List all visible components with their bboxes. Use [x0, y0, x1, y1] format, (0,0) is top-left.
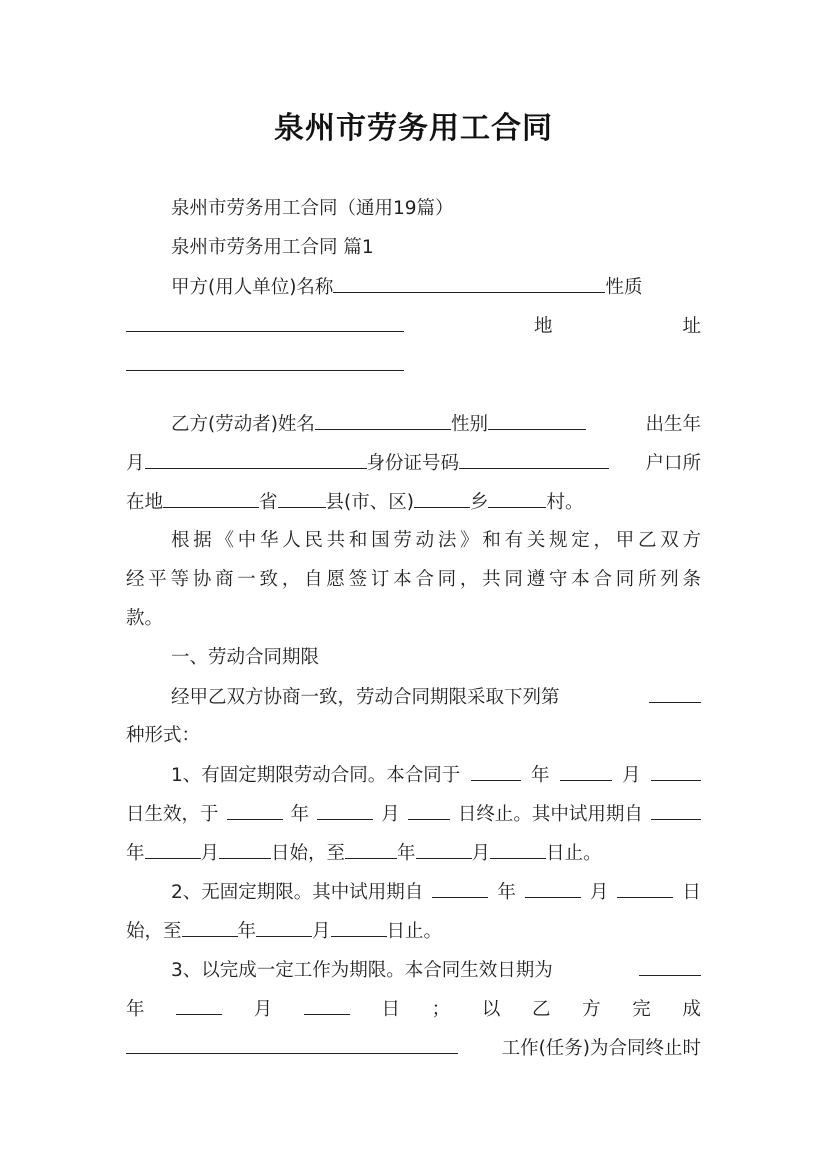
blank[interactable] [256, 918, 312, 937]
party-b-birth-blank[interactable] [145, 450, 367, 469]
blank[interactable] [182, 918, 238, 937]
township-label: 乡 [469, 492, 489, 513]
month-label: 月 [312, 921, 331, 942]
party-b-gender-label: 性别 [450, 414, 488, 435]
blank[interactable] [525, 879, 581, 898]
char: 乙 [531, 999, 551, 1020]
township-blank[interactable] [414, 489, 470, 508]
blank[interactable] [345, 840, 397, 859]
province-blank[interactable] [163, 489, 259, 508]
item-3-line-2 [126, 996, 701, 1035]
heading-part-1: 泉州市劳务用工合同 篇1 [171, 237, 374, 258]
item-1-lead: 1、有固定期限劳动合同。本合同于 [171, 765, 461, 786]
party-b-id-label: 身份证号码 [366, 453, 460, 474]
blank[interactable] [651, 762, 701, 781]
basis-line-1: 根据《中华人民共和国劳动法》和有关规定，甲乙双方 [171, 530, 701, 551]
blank[interactable] [617, 879, 673, 898]
item-2-line-1 [126, 879, 701, 918]
item-2-lead: 2、无固定期限。其中试用期自 [171, 882, 424, 903]
basis-line-2: 经平等协商一致，自愿签订本合同，共同遵守本合同所列条 [126, 569, 701, 590]
blank[interactable] [304, 996, 350, 1015]
blank[interactable] [490, 840, 546, 859]
spacer [126, 391, 701, 411]
year-label: 年 [497, 882, 516, 903]
blank[interactable] [560, 762, 612, 781]
task-blank[interactable] [126, 1035, 458, 1054]
semicolon: ； [431, 999, 451, 1020]
party-a-name-line [126, 274, 701, 313]
item-1-line-3 [126, 840, 701, 879]
char: 成 [682, 999, 701, 1020]
document-body [126, 196, 701, 1074]
year-label: 年 [397, 843, 416, 864]
item-1-line-2 [126, 801, 701, 840]
year-label: 年 [126, 999, 145, 1020]
blank[interactable] [331, 918, 387, 937]
year-label: 年 [290, 804, 310, 825]
month-label: 月 [471, 843, 491, 864]
item-1-line-1 [126, 762, 701, 801]
term-intro-text: 经甲乙双方协商一致，劳动合同期限采取下列第 [171, 687, 560, 708]
party-b-hukou-label-1: 户口所 [645, 453, 701, 474]
party-a-address-blank[interactable] [126, 352, 404, 371]
year-label: 年 [126, 843, 145, 864]
blank[interactable] [317, 801, 373, 820]
blank[interactable] [219, 840, 271, 859]
year-label: 年 [530, 765, 550, 786]
party-b-name-blank[interactable] [315, 411, 451, 430]
party-b-line-2 [126, 450, 701, 489]
blank[interactable] [416, 840, 472, 859]
term-intro-line-2: 种形式： [126, 725, 201, 746]
day-label: 日 [381, 999, 401, 1020]
char: 以 [481, 999, 501, 1020]
document-title: 泉州市劳务用工合同 [274, 111, 553, 146]
month-label: 月 [200, 843, 220, 864]
party-b-gender-blank[interactable] [488, 411, 586, 430]
char: 完 [632, 999, 651, 1020]
county-label: 县(市、区) [325, 492, 414, 513]
province-label: 省 [259, 492, 278, 513]
party-b-hukou-label-2: 在地 [126, 492, 164, 513]
party-b-line-3 [126, 489, 701, 528]
party-a-address-label-1: 地 [533, 316, 553, 337]
month-label: 月 [253, 999, 273, 1020]
blank[interactable] [432, 879, 488, 898]
village-label: 村。 [546, 492, 584, 513]
item-3-tail: 工作(任务)为合同终止时 [501, 1038, 701, 1059]
section-1-title: 一、劳动合同期限 [171, 647, 320, 668]
start-label: 日始，至 [271, 843, 346, 864]
item-3-line-1 [126, 957, 701, 996]
county-blank[interactable] [278, 489, 326, 508]
heading-general: 泉州市劳务用工合同（通用19篇） [171, 198, 454, 219]
year-label: 年 [237, 921, 257, 942]
party-a-address-label-2: 址 [682, 316, 701, 337]
month-label: 月 [589, 882, 609, 903]
party-a-address-blank-line [126, 352, 701, 391]
party-a-address-line [126, 313, 701, 352]
party-a-name-blank[interactable] [333, 274, 605, 293]
village-blank[interactable] [488, 489, 546, 508]
party-b-line-1 [126, 411, 701, 450]
term-choice-blank[interactable] [649, 684, 701, 703]
basis-line-3: 款。 [126, 608, 164, 629]
blank[interactable] [227, 801, 283, 820]
month-label: 月 [622, 765, 641, 786]
start-label: 始，至 [126, 921, 182, 942]
blank[interactable] [145, 840, 201, 859]
item-3-lead: 3、以完成一定工作为期限。本合同生效日期为 [171, 960, 553, 981]
day-label: 日 [682, 882, 701, 903]
blank[interactable] [639, 957, 701, 976]
char: 方 [582, 999, 601, 1020]
stop-label: 日止。 [386, 921, 443, 942]
term-intro-line [126, 684, 701, 723]
party-a-nature-label: 性质 [605, 277, 643, 298]
blank[interactable] [408, 801, 450, 820]
end-label: 日终止。其中试用期自 [457, 804, 643, 825]
stop-label: 日止。 [546, 843, 602, 864]
party-b-name-label: 乙方(劳动者)姓名 [171, 414, 315, 435]
item-2-line-2 [126, 918, 701, 957]
party-b-id-blank[interactable] [459, 450, 609, 469]
blank[interactable] [651, 801, 701, 820]
blank[interactable] [471, 762, 521, 781]
party-a-name-label: 甲方(用人单位)名称 [171, 277, 334, 298]
party-a-nature-blank[interactable] [126, 313, 404, 332]
effective-label: 日生效，于 [126, 804, 219, 825]
blank[interactable] [176, 996, 222, 1015]
month-label: 月 [381, 804, 400, 825]
item-3-line-3 [126, 1035, 701, 1074]
party-b-birth-label-1: 出生年 [645, 414, 701, 435]
party-b-birth-label-2: 月 [126, 453, 145, 474]
